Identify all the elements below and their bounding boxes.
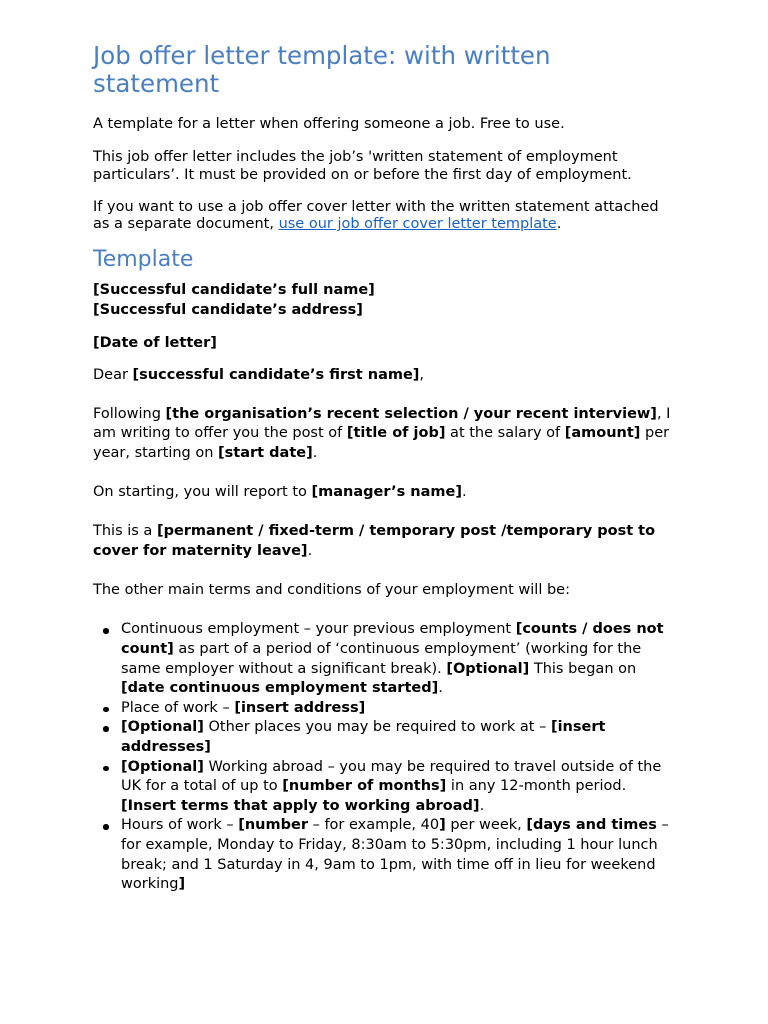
term-text: Continuous employment – your previous employment (121, 621, 516, 638)
intro-cover-letter (93, 199, 678, 234)
term-placeholder: [Optional] (121, 719, 204, 736)
term-text: . (438, 680, 443, 697)
selection-placeholder: [the organisation’s recent selection / your recent interview] (165, 405, 657, 422)
report-text: . (461, 484, 467, 501)
offer-text: , I am writing to offer you the post of (93, 405, 671, 442)
date-placeholder: [Date of letter] (93, 334, 217, 351)
manager-placeholder: [manager’s name] (311, 484, 462, 501)
term-placeholder: [Optional] (121, 758, 204, 775)
candidate-name-placeholder: [Successful candidate’s full name] (93, 282, 375, 299)
cover-text: If you want to use a job offer cover letter with the written statement attached as a separate document, (93, 198, 659, 233)
term-text: Place of work – (121, 699, 235, 716)
terms-intro: The other main terms and conditions of your employment will be: (93, 582, 570, 599)
term-placeholder: [Insert terms that apply to working abroad] (121, 797, 480, 814)
post-type-text: This is a (93, 523, 157, 540)
candidate-name (93, 281, 678, 301)
term-text: Working abroad – you may be required to travel outside of the UK for a total of up to (121, 758, 662, 795)
template-heading: Template (93, 247, 194, 273)
term-text: This began on (529, 660, 637, 677)
page-title: Job offer letter template: with written statement (93, 41, 551, 98)
bullet-icon (103, 707, 109, 713)
term-text: Other places you may be required to work at – (203, 719, 551, 736)
bullet-icon (103, 726, 109, 732)
list-item (93, 816, 678, 894)
post-type-placeholder: [permanent / fixed-term / temporary post /temporary post to cover for maternity leave] (93, 523, 656, 560)
offer-text: Following (93, 405, 166, 422)
start-date-placeholder: [start date] (218, 445, 313, 462)
intro-summary: A template for a letter when offering someone a job. Free to use. (93, 116, 565, 132)
term-placeholder: [number of months] (282, 778, 447, 795)
term-text: Hours of work – (121, 817, 239, 834)
report-text: On starting, you will report to (93, 484, 312, 501)
offer-paragraph (93, 405, 678, 464)
term-placeholder: ] (178, 876, 186, 893)
term-placeholder: [Optional] (446, 660, 530, 677)
bullet-icon (103, 628, 109, 634)
intro-description: This job offer letter includes the job’s 'written statement of employment particulars’. It must be provided on or before the first day of employment. (93, 149, 632, 183)
candidate-address (93, 301, 678, 321)
term-text: as part of a period of ‘continuous employment’ (working for the same employer without a significant break). (121, 640, 642, 677)
term-text: in any 12-month period. (446, 778, 627, 795)
term-text: per week, (445, 817, 527, 834)
list-item (93, 699, 678, 719)
term-text: – for example, Monday to Friday, 8:30am to 5:30pm, including 1 hour lunch break; and 1 Saturday in 4, 9am to 1pm, with time off in lieu for weekend working (121, 817, 669, 893)
report-paragraph (93, 483, 678, 503)
job-title-placeholder: [title of job] (346, 425, 446, 442)
term-placeholder: ] (439, 817, 446, 834)
offer-text: . (312, 445, 318, 462)
term-placeholder: [number (238, 817, 308, 834)
term-placeholder: [insert address] (234, 699, 366, 716)
cover-text-end: . (556, 216, 562, 233)
term-placeholder: [insert addresses] (121, 719, 606, 755)
list-item (93, 718, 678, 757)
cover-letter-template-link[interactable]: use our job offer cover letter template (278, 216, 557, 233)
greeting-text: Dear (93, 367, 133, 384)
post-type-paragraph (93, 522, 678, 561)
offer-text: per year, starting on (93, 425, 670, 462)
amount-placeholder: [amount] (564, 425, 641, 442)
term-placeholder: [counts / does not count] (121, 621, 664, 657)
offer-text: at the salary of (445, 425, 565, 442)
list-item (93, 620, 678, 698)
terms-list (93, 620, 678, 894)
term-placeholder: [days and times (526, 817, 657, 834)
list-item (93, 758, 678, 817)
candidate-address-placeholder: [Successful candidate’s address] (93, 302, 363, 319)
term-text: . (479, 797, 485, 814)
post-type-text: . (307, 543, 313, 560)
bullet-icon (103, 824, 109, 830)
term-text: – for example, 40 (307, 817, 440, 834)
letter-date (93, 334, 678, 354)
greeting-comma: , (419, 367, 425, 384)
letter-template (93, 281, 678, 894)
term-placeholder: [date continuous employment started] (121, 680, 439, 697)
first-name-placeholder: [successful candidate’s first name] (132, 367, 420, 384)
document-body (93, 42, 678, 895)
bullet-icon (103, 766, 109, 772)
greeting (93, 366, 678, 386)
